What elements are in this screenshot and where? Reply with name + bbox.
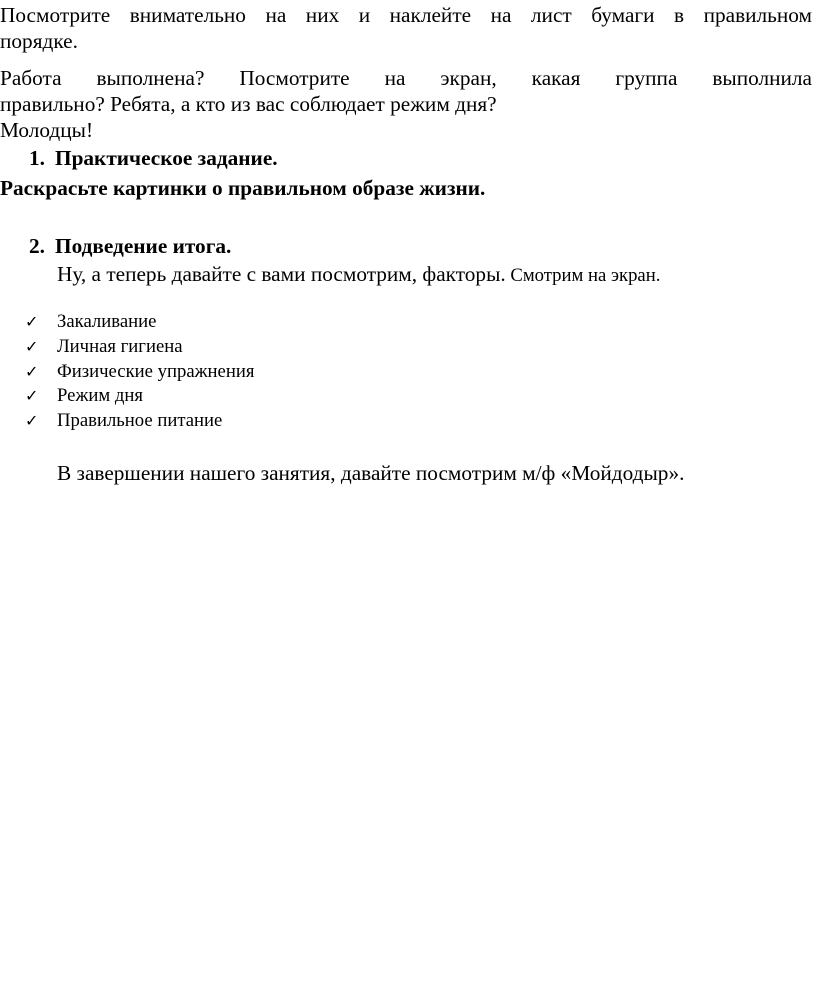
closing-text: В завершении нашего занятия, давайте посмотрим м/ф «Мойдодыр».: [57, 461, 685, 485]
paragraph-2-line-1: Работа выполнена? Посмотрите на экран, какая группа выполнила: [0, 66, 812, 90]
section-2-text: [57, 261, 660, 289]
factor-item: [25, 335, 183, 359]
factor-item: [25, 384, 143, 408]
factor-item: [25, 310, 156, 334]
section-1-title: Практическое задание.: [55, 146, 278, 170]
checkmark-icon: ✓: [25, 362, 39, 381]
checkmark-icon: ✓: [25, 411, 39, 430]
factor-label: Режим дня: [57, 385, 143, 406]
checkmark-icon: ✓: [25, 386, 39, 405]
factor-item: [25, 409, 222, 433]
section-2-text-small: Смотрим на экран.: [505, 265, 661, 286]
section-1-heading: [29, 145, 278, 171]
section-2-text-main: Ну, а теперь давайте с вами посмотрим, факторы.: [57, 262, 506, 286]
checkmark-icon: ✓: [25, 337, 39, 356]
factor-label: Физические упражнения: [57, 361, 255, 382]
factor-label: Закаливание: [57, 311, 157, 332]
factor-label: Правильное питание: [57, 410, 223, 431]
paragraph-1-line-2: порядке.: [0, 29, 78, 53]
factor-item: [25, 360, 254, 384]
section-1-number: 1.: [29, 146, 45, 170]
section-2-number: 2.: [29, 234, 45, 258]
paragraph-2-line-2: правильно? Ребята, а кто из вас соблюдает режим дня?: [0, 92, 497, 116]
factor-label: Личная гигиена: [57, 336, 183, 357]
checkmark-icon: ✓: [25, 312, 39, 331]
section-1-instruction: Раскрасьте картинки о правильном образе жизни.: [0, 176, 486, 200]
praise-text: Молодцы!: [0, 118, 94, 142]
paragraph-1-line-1: Посмотрите внимательно на них и наклейте на лист бумаги в правильном: [0, 3, 812, 27]
section-2-title: Подведение итога.: [55, 234, 232, 258]
section-2-heading: [29, 233, 231, 259]
